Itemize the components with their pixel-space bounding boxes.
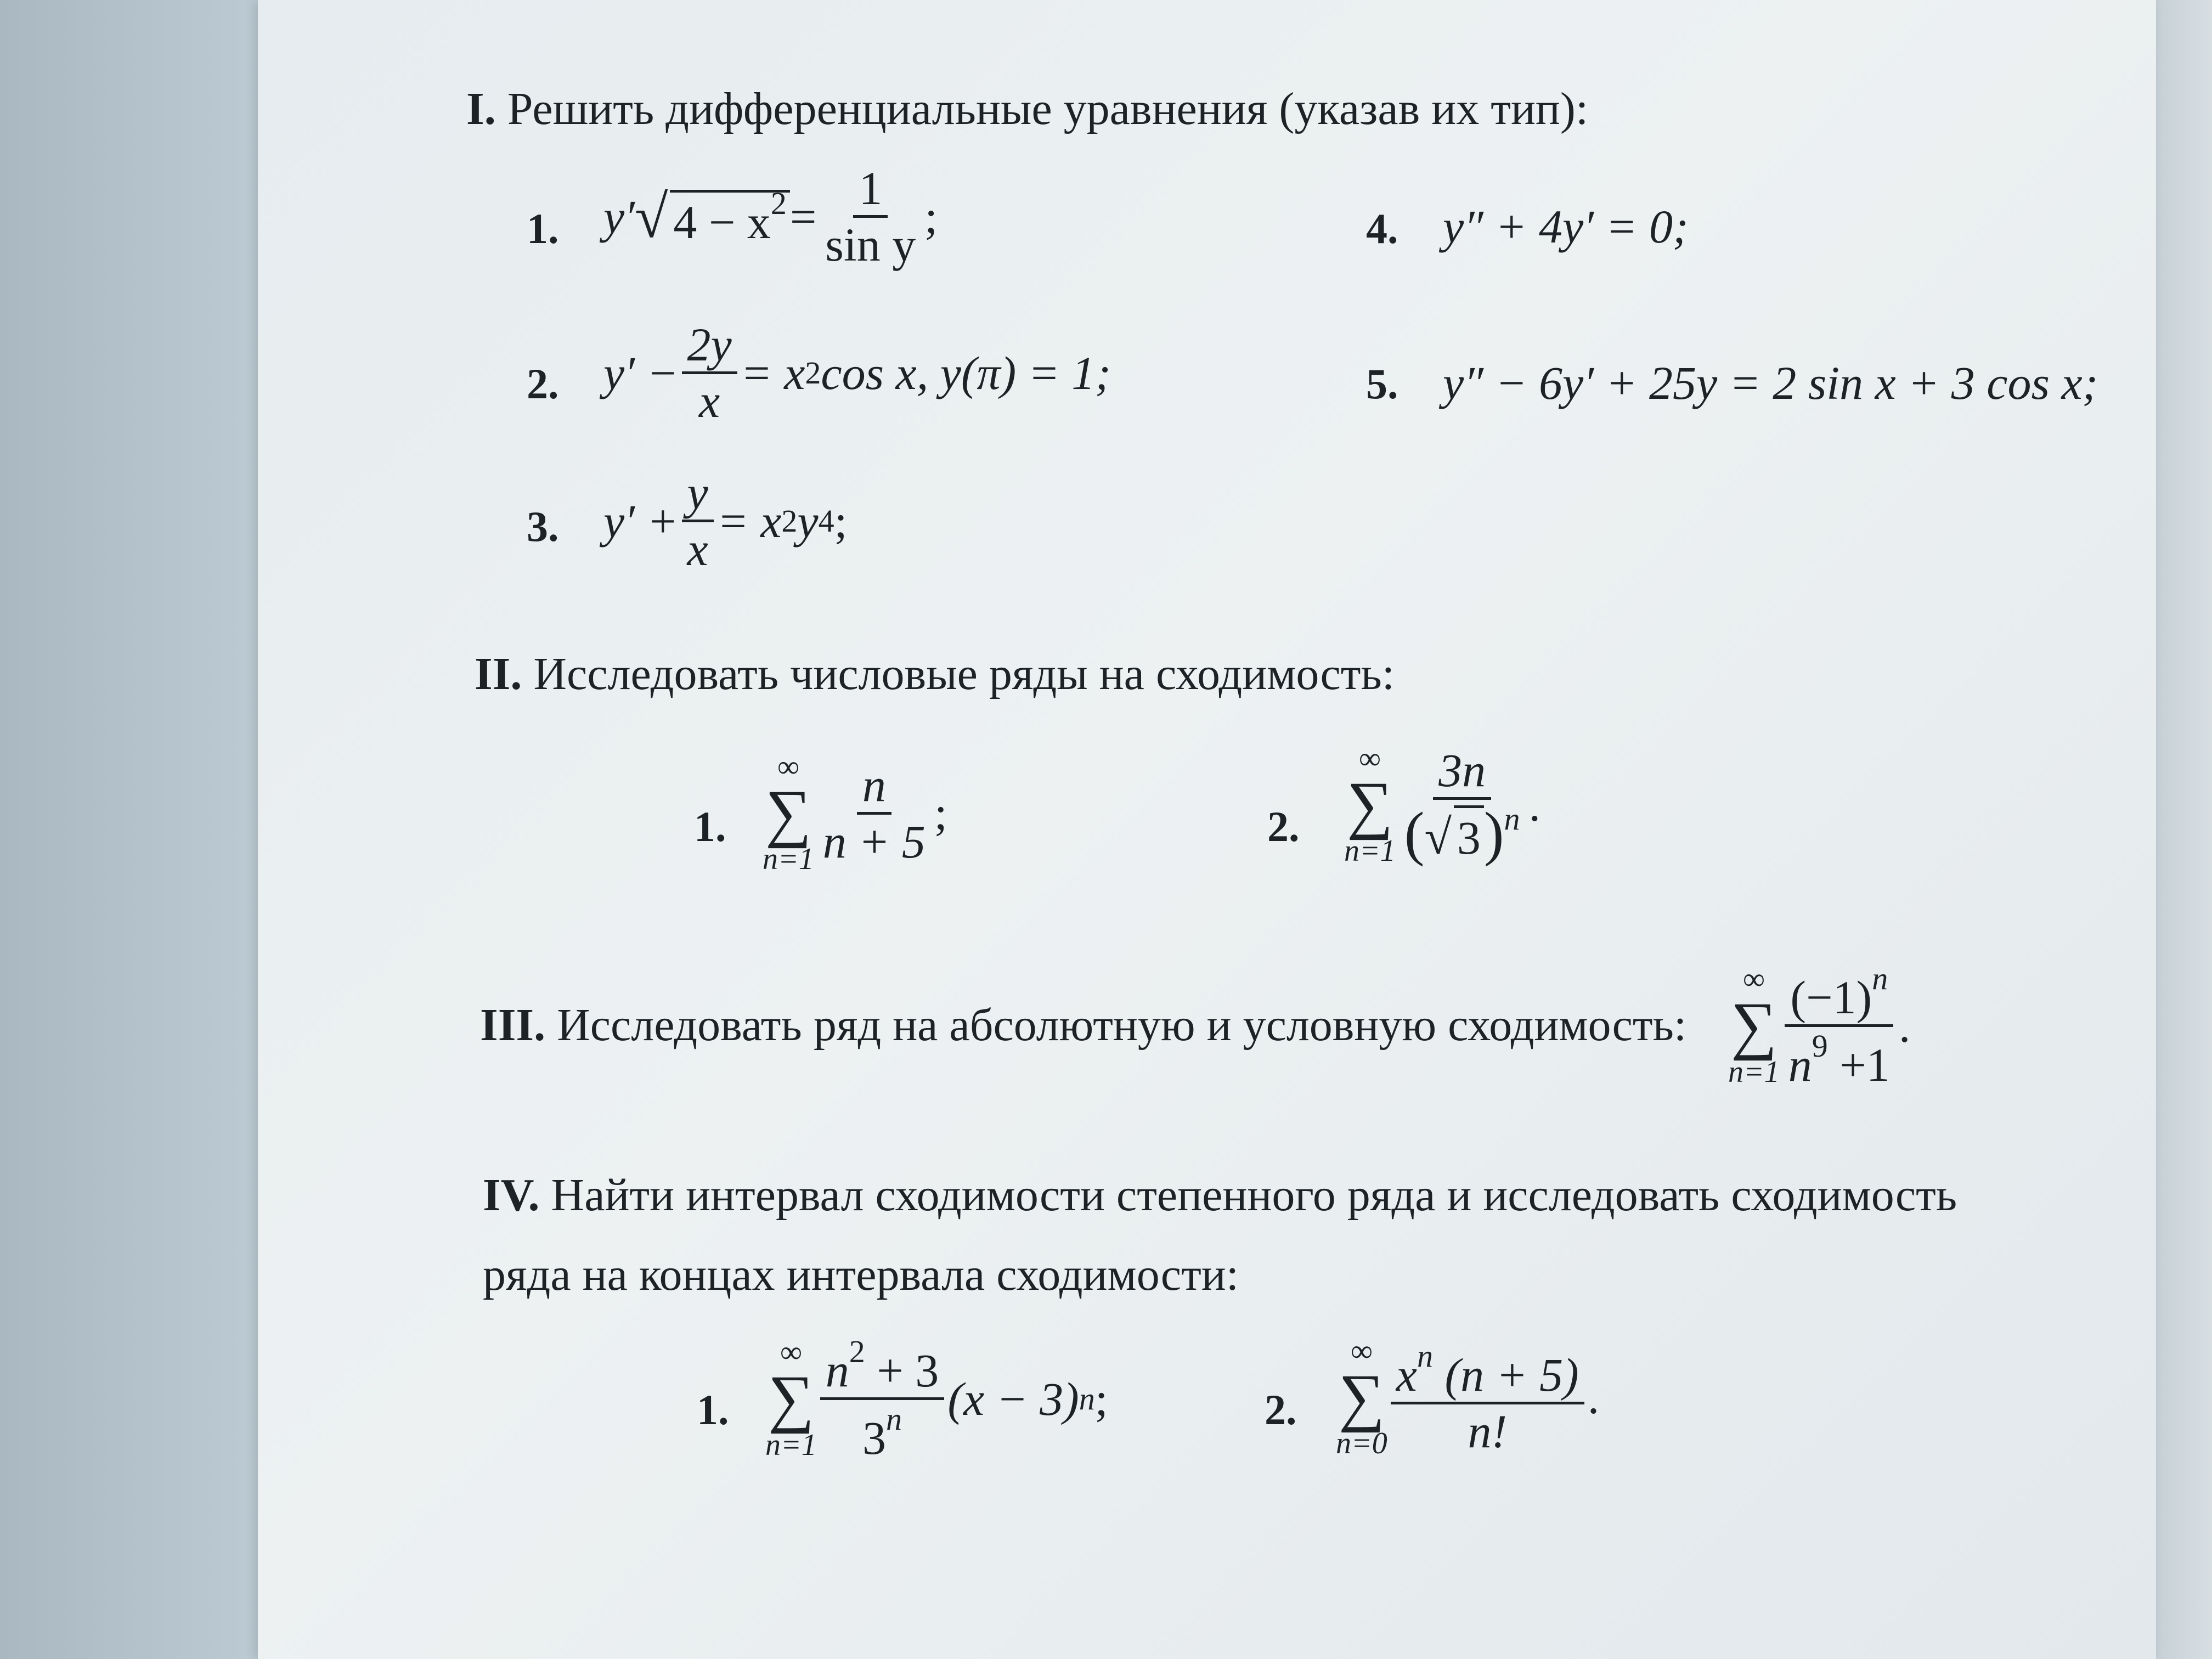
background-right: [2156, 0, 2212, 1659]
series-4-2-number: 2.: [1265, 1386, 1297, 1434]
series-4-1-number: 1.: [697, 1386, 729, 1434]
series-4-2: ∞ ∑ n=0 $\frac{x^n (n + 5)}{n!}$ .: [1336, 1334, 1600, 1461]
background-left: [0, 0, 258, 1659]
equation-1: y′ √ $4 - x^2$ = $\frac{1}{\text{sin y}}$ ;: [603, 162, 938, 271]
series-2-1: ∞ ∑ n=1 $\frac{n}{n + 5}$ ;: [763, 750, 947, 877]
series-3: ∞ ∑ n=1 $\frac{(-1)^n}{n^9 +1}$ .: [1728, 961, 1911, 1091]
section-4-heading-line2: ряда на концах интервала сходимости:: [483, 1249, 1239, 1300]
series-2-2-number: 2.: [1267, 803, 1300, 850]
equation-3: y′ + $\frac{y}{x}$ = x 2 y 4 ;: [603, 466, 848, 575]
section-2-heading: II. Исследовать числовые ряды на сходимость:: [475, 648, 1395, 699]
section-4-heading: IV. Найти интервал сходимости степенного ряда и исследовать сходимость: [483, 1170, 1957, 1221]
eq-5-number: 5.: [1366, 360, 1398, 408]
section-1-heading: I. Решить дифференциальные уравнения (указав их тип):: [466, 83, 1589, 134]
equation-2: y′ − $\frac{2y}{x}$ = x 2 cos x, y(π) = 1;: [603, 318, 1111, 427]
equation-4: y″ + 4y′ = 0;: [1443, 200, 1689, 253]
series-2-1-number: 1.: [694, 803, 726, 850]
eq-4-number: 4.: [1366, 205, 1398, 252]
eq-1-number: 1.: [527, 205, 559, 252]
eq-3-number: 3.: [527, 503, 559, 550]
section-3-heading: III. Исследовать ряд на абсолютную и условную сходимость:: [480, 1000, 1687, 1051]
eq-2-number: 2.: [527, 360, 559, 408]
series-2-2: ∞ ∑ n=1 $\frac{3n}{(√ 3)^n}$ .: [1344, 742, 1541, 868]
equation-5: y″ − 6y′ + 25y = 2 sin x + 3 cos x;: [1443, 357, 2098, 409]
series-4-1: ∞ ∑ n=1 $\frac{n^2 + 3}{3^n}$ (x − 3) n ;: [765, 1334, 1108, 1464]
